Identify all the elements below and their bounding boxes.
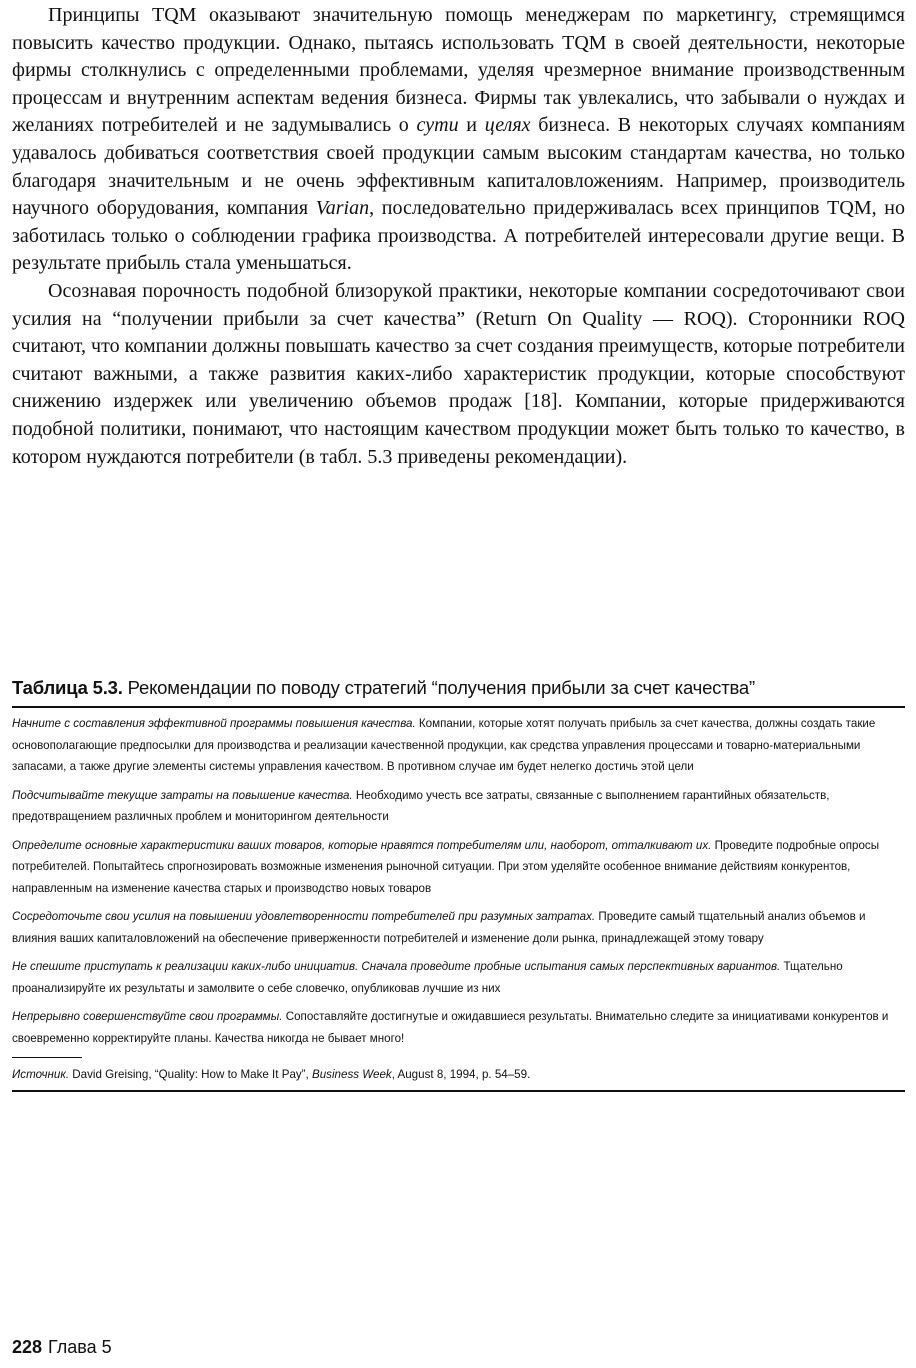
table-row: Не спешите приступать к реализации каких-либо инициатив. Сначала проведите пробные испытания самых перспективных вариантов. Тщательно проанализируйте их результаты и замолвите о себе словечко, опубликовав лучшие из них — [12, 960, 843, 995]
table-row: Сосредоточьте свои усилия на повышении удовлетворенности потребителей при разумных затратах. Проведите самый тщательный анализ объемов и влияния ваших капиталовложений на обеспечение приверженности потребителей и изменение доли рынка, принадлежащей этому товару — [12, 910, 866, 945]
table-title — [12, 676, 905, 700]
paragraph-1: Принципы TQM оказывают значительную помощь менеджерам по маркетингу, стремящимся повысить качество продукции. Однако, пытаясь использовать TQM в своей деятельности, некоторые фирмы столкнулись с определенными проблемами, уделяя чрезмерное внимание производственным процессам и внутренним аспектам ведения бизнеса. Фирмы так увлекались, что забывали о нуждах и желаниях потребителей и не задумывались о сути и целях бизнеса. В некоторых случаях компаниям удавалось добиваться соответствия своей продукции самым высоким стандартам качества, но только благодаря значительным и не очень эффективным капиталовложениям. Например, производитель научного оборудования, компания Varian, последовательно придерживалась всех принципов TQM, но заботилась только о соблюдении графика производства. А потребителей интересовали другие вещи. В результате прибыль стала уменьшаться. — [12, 4, 906, 275]
table-row: Определите основные характеристики ваших товаров, которые нравятся потребителям или, наоборот, отталкивают их. Проведите подробные опросы потребителей. Попытайтесь спрогнозировать возможные изменения рыночной ситуации. При этом уделяйте особенное внимание действиям конкурентов, направленным на изменение качества старых и производство новых товаров — [12, 838, 880, 895]
body-text — [12, 2, 905, 471]
table-rows — [12, 708, 905, 1049]
table-row: Начните с составления эффективной программы повышения качества. Компании, которые хотят получать прибыль за счет качества, должны создать такие основополагающие предпосылки для производства и реализации качественной продукции, как средства управления процессами и товарно-материальными запасами, а также другие элементы системы управления качеством. В противном случае им будет нелегко достичь этой цели — [12, 717, 876, 773]
paragraph-2: Осознавая порочность подобной близорукой практики, некоторые компании сосредоточивают свои усилия на “получении прибыли за счет качества” (Return On Quality — ROQ). Сторонники ROQ считают, что компании должны повышать качество за счет создания преимуществ, которые потребители считают важными, а также развития каких-либо характеристик продукции, которые способствуют снижению издержек или увеличению объемов продаж [18]. Компании, которые придерживаются подобной политики, понимают, что настоящим качеством продукции может быть только то качество, в котором нуждаются потребители (в табл. 5.3 приведены рекомендации). — [12, 279, 905, 468]
emphasis-tselyakh: целях — [484, 114, 531, 137]
page-number: 228 — [12, 1337, 43, 1357]
emphasis-suti: сути — [416, 114, 459, 137]
source-divider — [12, 1057, 82, 1058]
chapter-label: Глава 5 — [48, 1337, 112, 1357]
table-row: Непрерывно совершенствуйте свои программы. Сопоставляйте достигнутые и ожидавшиеся результаты. Внимательно следите за инициативами конкурентов и своевременно корректируйте планы. Качества никогда не бывает много! — [12, 1010, 889, 1045]
table-label: Таблица 5.3. — [12, 677, 123, 698]
page-footer — [12, 1337, 112, 1358]
table-row: Подсчитывайте текущие затраты на повышение качества. Необходимо учесть все затраты, связанные с выполнением гарантийных обязательств, предотвращением различных проблем и мониторингом деятельности — [12, 788, 830, 823]
table-source: Источник. David Greising, “Quality: How to Make It Pay”, Business Week, August 8, 1994, p. 54–59. — [12, 1068, 531, 1081]
table-title-text: Рекомендации по поводу стратегий “получения прибыли за счет качества” — [122, 677, 755, 698]
table-bottom-rule — [12, 1090, 905, 1092]
emphasis-varian: Varian — [315, 197, 370, 220]
table-5-3 — [12, 676, 905, 1092]
